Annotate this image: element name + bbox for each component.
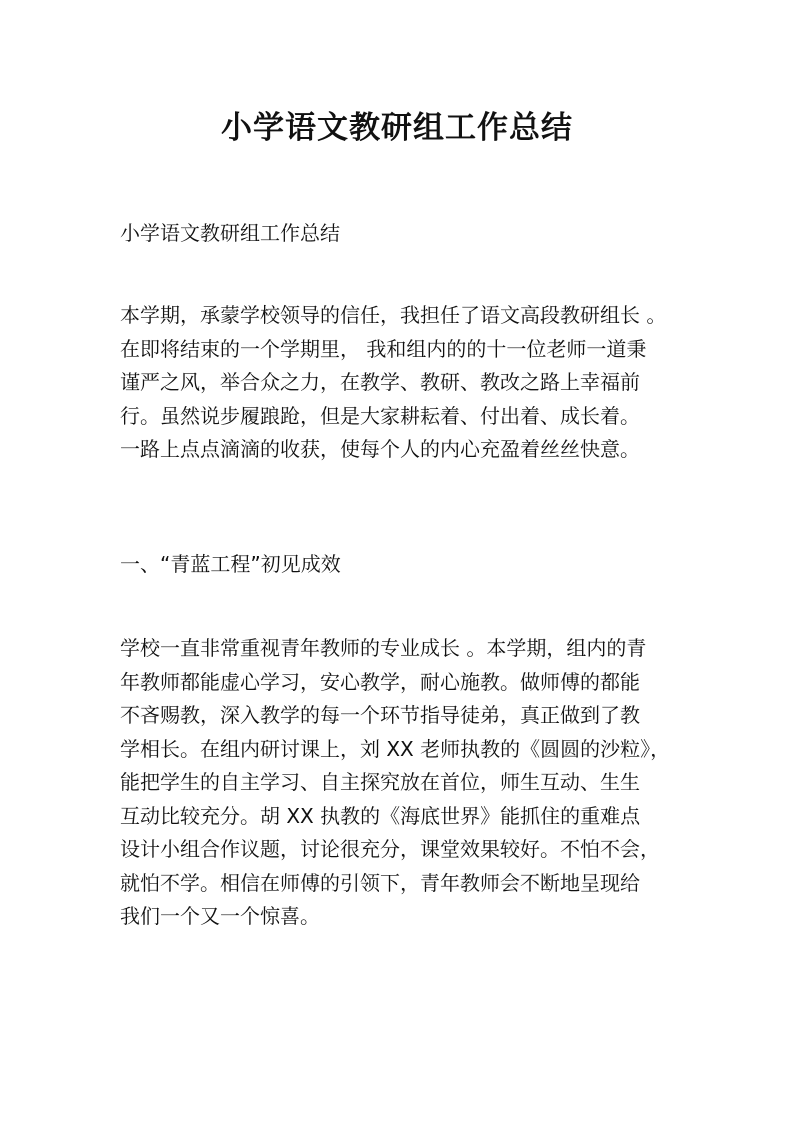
paragraph-line: 学校一直非常重视青年教师的专业成长 。本学期，组内的青 (120, 636, 647, 660)
paragraph-line: 行。虽然说步履踉跄，但是大家耕耘着、付出着、成长着。 (120, 403, 640, 428)
paragraph-line: 一路上点点滴滴的收获，使每个人的内心充盈着丝丝快意。 (120, 437, 640, 461)
paragraph-line: 能把学生的自主学习、自主探究放在首位，师生互动、生生 (120, 770, 640, 794)
paragraph-qinglan (120, 632, 700, 934)
paragraph-line: 互动比较充分。胡 XX 执教的《海底世界》能抓住的重难点 (120, 803, 641, 828)
paragraph-line: 我们一个又一个惊喜。 (120, 904, 320, 928)
paragraph-line: 谨严之风，举合众之力，在教学、教研、教改之路上幸福前 (120, 370, 640, 394)
paragraph-line: 设计小组合作议题，讨论很充分，课堂效果较好。不怕不会， (120, 837, 660, 861)
paragraph-line: 不吝赐教，深入教学的每一个环节指导徒弟，真正做到了教 (120, 703, 640, 727)
paragraph-line: 学相长。在组内研讨课上，刘 XX 老师执教的《圆圆的沙粒》， (120, 736, 671, 761)
document-title: 小学语文教研组工作总结 (221, 110, 573, 146)
section-heading: 一、“青蓝工程”初见成效 (120, 552, 341, 576)
paragraph-line: 年教师都能虚心学习，安心教学，耐心施教。做师傅的都能 (120, 669, 640, 694)
paragraph-intro (120, 299, 700, 467)
paragraph-line: 本学期，承蒙学校领导的信任，我担任了语文高段教研组长 。 (120, 303, 667, 327)
document-subtitle: 小学语文教研组工作总结 (120, 221, 340, 245)
paragraph-line: 在即将结束的一个学期里， 我和组内的的十一位老师一道秉 (120, 336, 647, 361)
paragraph-line: 就怕不学。相信在师傅的引领下，青年教师会不断地呈现给 (120, 870, 640, 895)
